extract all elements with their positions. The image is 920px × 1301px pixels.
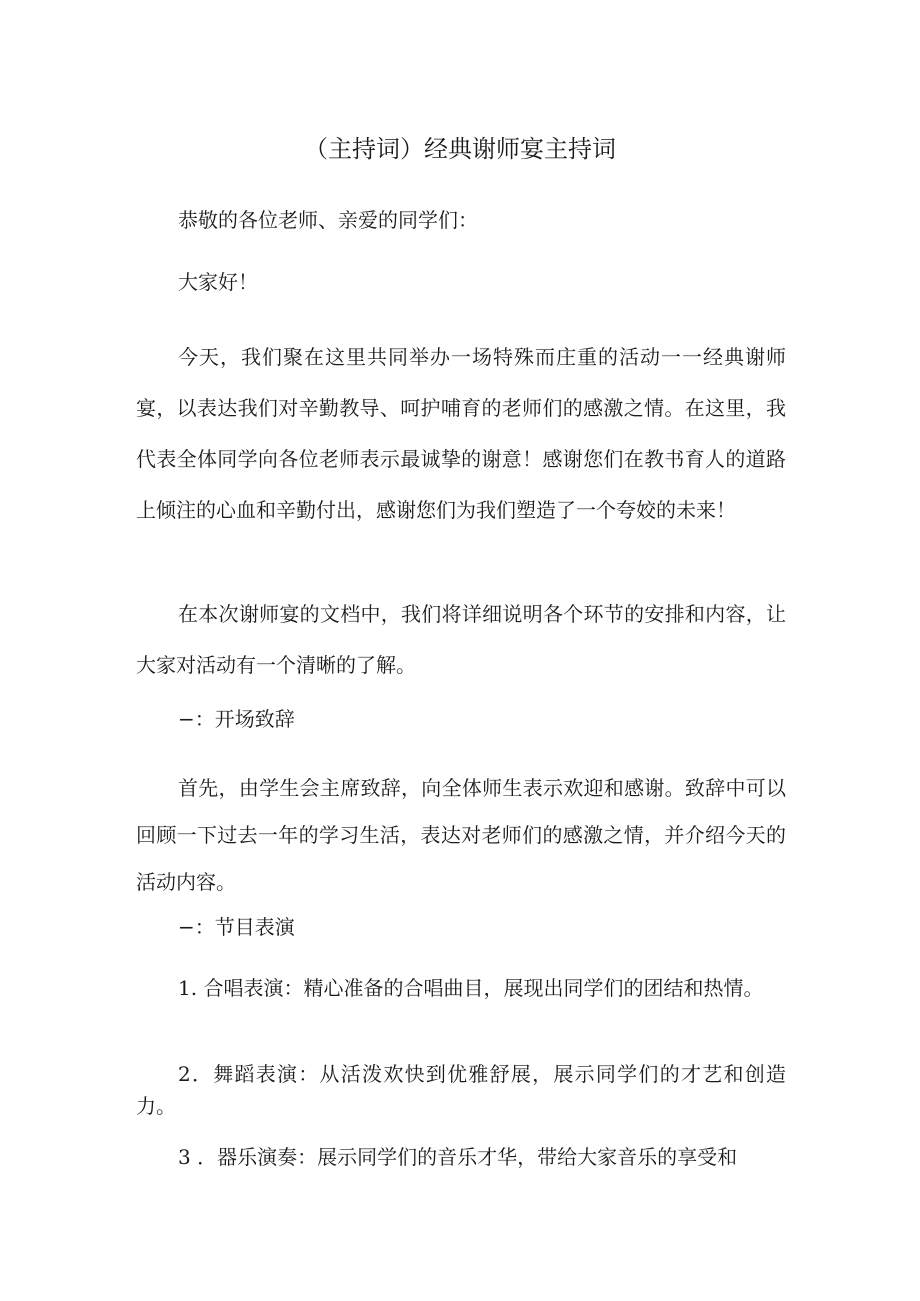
- dance-text: 2．舞蹈表演：从活泼欢快到优雅舒展，展示同学们的才艺和创造力。: [136, 1062, 786, 1118]
- intro-text: 今天，我们聚在这里共同举办一场特殊而庄重的活动一一经典谢师宴，以表达我们对辛勤教导、呵护哺育的老师们的感激之情。在这里，我代表全体同学向各位老师表示最诚挚的谢意！感谢您们在教书育人的道路上倾注的心血和辛勤付出，感谢您们为我们塑造了一个夸姣的未来！: [136, 345, 786, 522]
- greeting-line: 恭敬的各位老师、亲爱的同学们：: [178, 208, 478, 232]
- opening-speech-text: 首先，由学生会主席致辞，向全体师生表示欢迎和感谢。致辞中可以回顾一下过去一年的学习生活，表达对老师们的感激之情，并介绍今天的活动内容。: [136, 776, 786, 894]
- document-title: （主持词）经典谢师宴主持词: [304, 135, 616, 163]
- list-item-dance: [136, 1058, 786, 1122]
- list-item-instrumental: [136, 1141, 786, 1173]
- chorus-text: 1. 合唱表演：精心准备的合唱曲目，展现出同学们的团结和热情。: [178, 976, 764, 1000]
- hello-line: 大家好！: [178, 270, 258, 294]
- overview-text: 在本次谢师宴的文档中，我们将详细说明各个环节的安排和内容，让大家对活动有一个清晰的了解。: [136, 602, 786, 677]
- overview-paragraph: [136, 589, 786, 691]
- section-heading-opening: −：开场致辞: [178, 707, 295, 731]
- instrumental-text: 3 ．器乐演奏：展示同学们的音乐才华，带给大家音乐的享受和: [178, 1145, 738, 1169]
- opening-speech-paragraph: [136, 765, 786, 906]
- intro-paragraph: [136, 332, 786, 536]
- section-heading-performances: −：节目表演: [178, 915, 295, 939]
- list-item-chorus: [136, 963, 786, 1013]
